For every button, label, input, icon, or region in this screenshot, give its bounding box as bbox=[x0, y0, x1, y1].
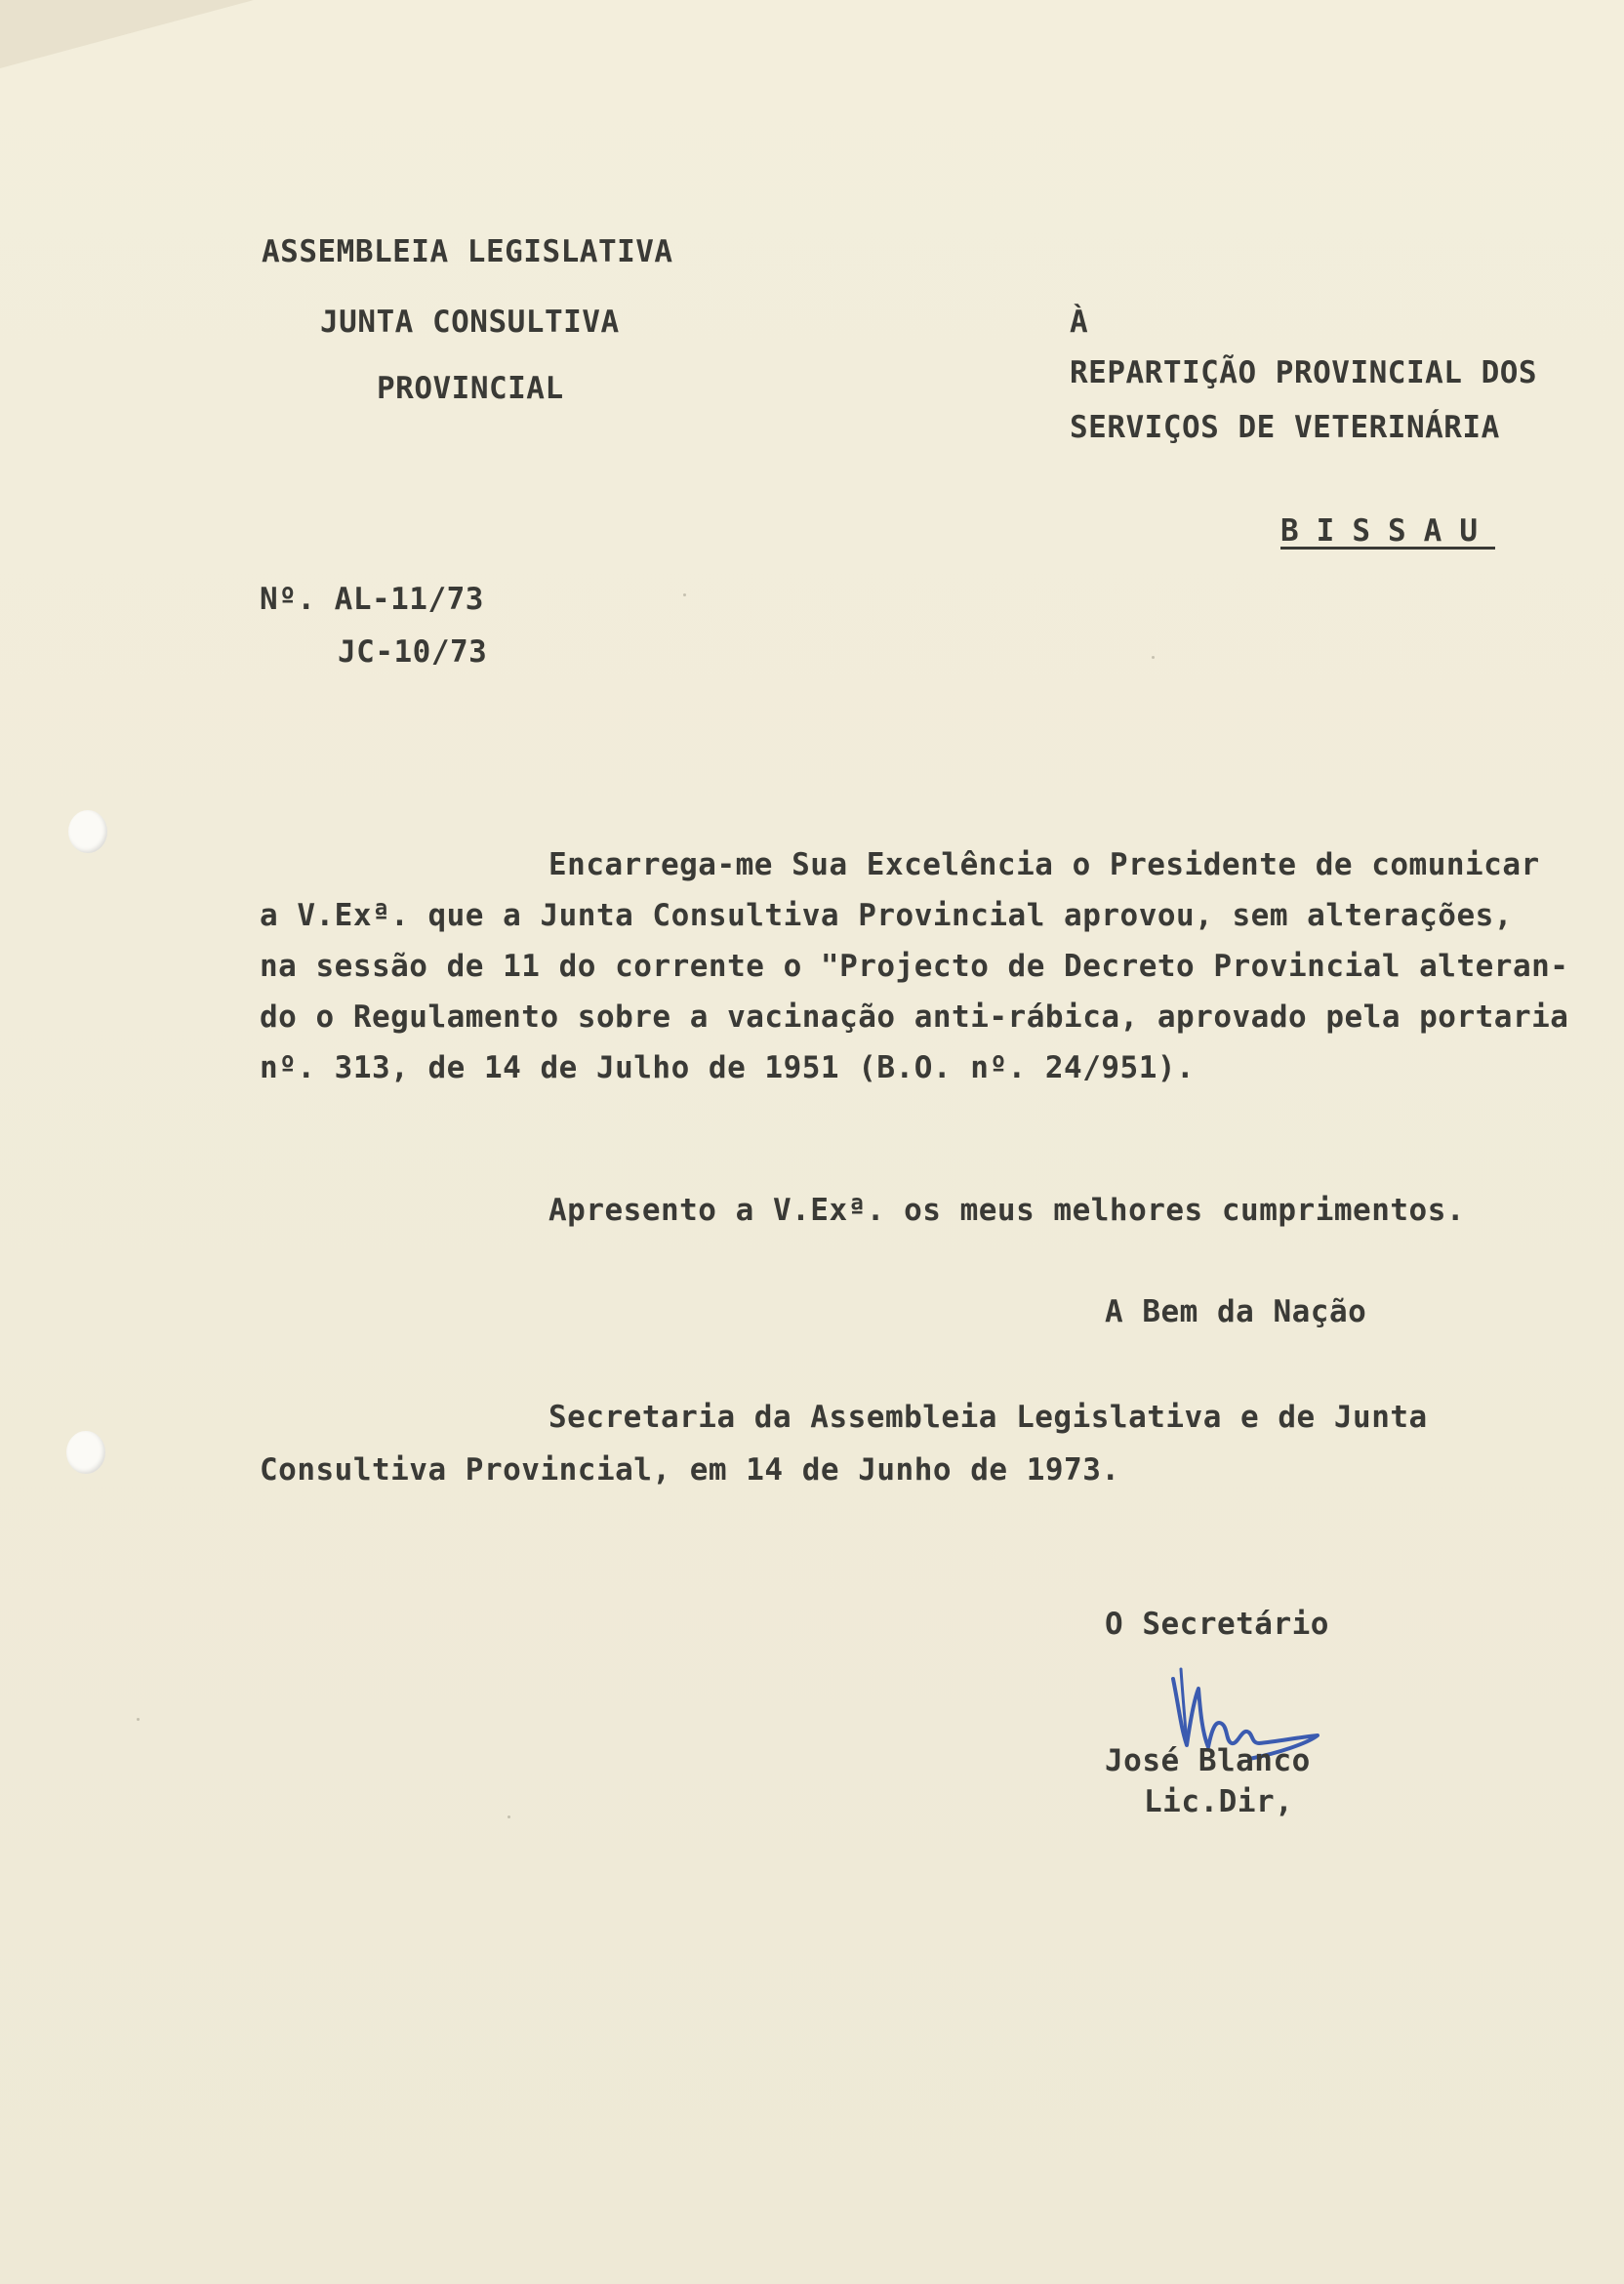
signatory-title: O Secretário bbox=[1105, 1607, 1329, 1642]
body-paragraph-3-line-1: Secretaria da Assembleia Legislativa e de Junta bbox=[548, 1400, 1428, 1435]
header-assembly-name: ASSEMBLEIA LEGISLATIVA bbox=[262, 234, 673, 269]
header-junta-name: JUNTA CONSULTIVA bbox=[320, 305, 620, 340]
signatory-name: José Blanco bbox=[1105, 1743, 1311, 1778]
closing-salutation: A Bem da Nação bbox=[1105, 1294, 1367, 1329]
body-paragraph-1-line-3: na sessão de 11 do corrente o "Projecto de Decreto Provincial alteran- bbox=[260, 949, 1569, 984]
addressee-prefix: À bbox=[1070, 305, 1089, 340]
body-paragraph-1-line-4: do o Regulamento sobre a vacinação anti-rábica, aprovado pela portaria bbox=[260, 999, 1569, 1035]
header-provincial: PROVINCIAL bbox=[377, 371, 564, 406]
punch-hole-top bbox=[68, 810, 107, 853]
paper-speck bbox=[1152, 656, 1155, 659]
signatory-credential: Lic.Dir, bbox=[1144, 1784, 1294, 1819]
addressee-line-2: SERVIÇOS DE VETERINÁRIA bbox=[1070, 410, 1500, 445]
paper-speck bbox=[137, 1718, 140, 1721]
body-paragraph-1-line-1: Encarrega-me Sua Excelência o Presidente de comunicar bbox=[548, 847, 1540, 882]
paper-corner-fold bbox=[0, 0, 254, 68]
reference-number-jc: JC-10/73 bbox=[338, 634, 488, 670]
body-paragraph-2: Apresento a V.Exª. os meus melhores cumprimentos. bbox=[548, 1193, 1466, 1228]
addressee-city: BISSAU bbox=[1280, 513, 1495, 549]
body-paragraph-3-line-2: Consultiva Provincial, em 14 de Junho de 1973. bbox=[260, 1452, 1120, 1488]
paper-speck bbox=[508, 1815, 510, 1818]
punch-hole-bottom bbox=[66, 1431, 105, 1474]
body-paragraph-1-line-5: nº. 313, de 14 de Julho de 1951 (B.O. nº. 24/951). bbox=[260, 1050, 1196, 1085]
addressee-line-1: REPARTIÇÃO PROVINCIAL DOS bbox=[1070, 355, 1538, 390]
body-paragraph-1-line-2: a V.Exª. que a Junta Consultiva Provincial aprovou, sem alterações, bbox=[260, 898, 1513, 933]
paper-speck bbox=[683, 593, 686, 596]
reference-number-al: Nº. AL-11/73 bbox=[260, 582, 484, 617]
